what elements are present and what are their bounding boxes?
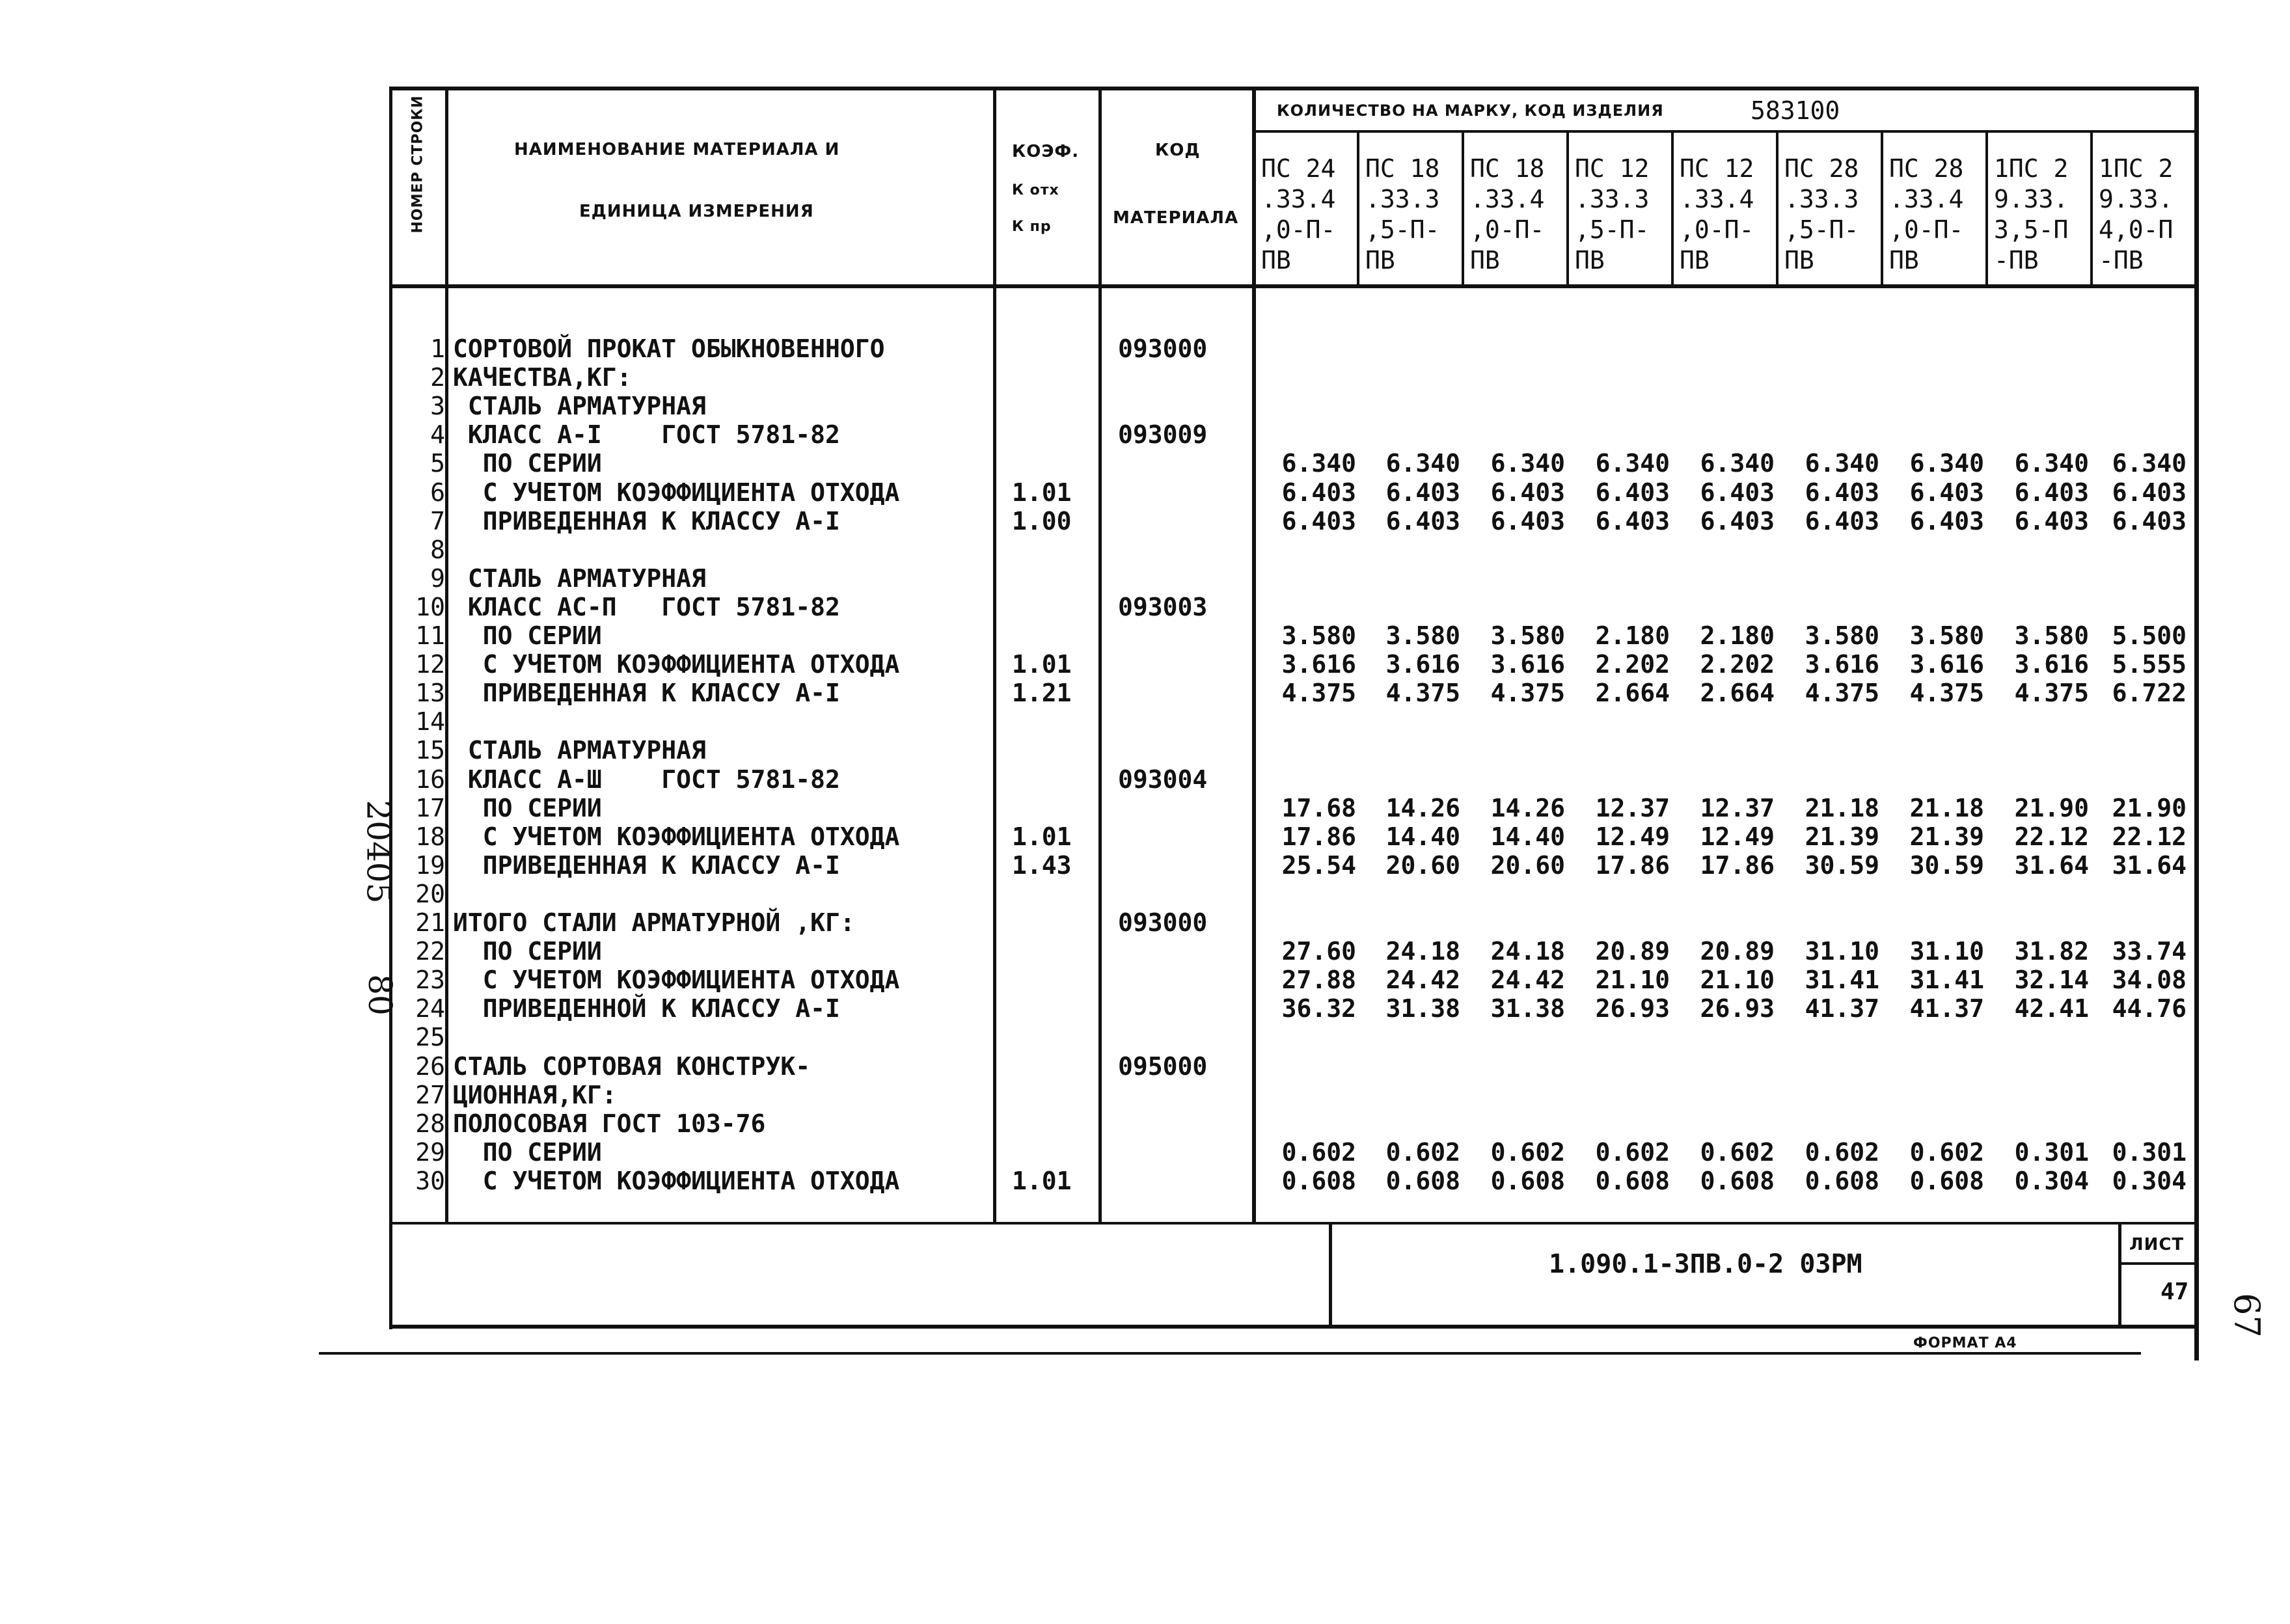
quantity-value: 21.18 (1805, 794, 1879, 822)
quantity-value: 5.555 (2112, 650, 2187, 679)
quantity-value: 6.403 (1385, 478, 1460, 507)
material-name: СТАЛЬ АРМАТУРНАЯ (453, 564, 706, 593)
quantity-value: 0.602 (1595, 1138, 1670, 1167)
quantity-value: 0.602 (1385, 1138, 1460, 1167)
quantity-value: 5.500 (2112, 621, 2187, 650)
material-name: ПО СЕРИИ (453, 621, 602, 650)
row-number: 7 (430, 507, 445, 535)
material-code: 093009 (1118, 420, 1208, 449)
quantity-value: 6.403 (1490, 478, 1565, 507)
quantity-value: 3.616 (1490, 650, 1565, 679)
left-stamp: 20405 (359, 800, 398, 904)
quantity-value: 21.18 (1909, 794, 1984, 822)
mark-header-line: ,0-П- (1261, 215, 1336, 244)
quantity-value: 6.403 (2014, 507, 2089, 535)
row-number: 8 (430, 535, 445, 564)
mark-header-line: 1ПС 2 (2099, 154, 2174, 183)
quantity-value: 14.26 (1490, 794, 1565, 822)
mark-sep (1462, 130, 1464, 286)
quantity-value: 31.38 (1490, 994, 1565, 1023)
quantity-value: 24.18 (1490, 937, 1565, 966)
frame-top (389, 87, 2198, 90)
material-name: ПРИВЕДЕННАЯ К КЛАССУ А-I (453, 679, 840, 707)
body-bottom-line (389, 1222, 2198, 1225)
row-number: 28 (415, 1109, 445, 1138)
quantity-value: 6.403 (1595, 478, 1670, 507)
mark-column-header (1365, 154, 1439, 276)
quantity-header: КОЛИЧЕСТВО НА МАРКУ, КОД ИЗДЕЛИЯ (1277, 102, 1664, 120)
quantity-value: 41.37 (1909, 994, 1984, 1023)
mark-sep (1985, 130, 1988, 286)
material-name: С УЧЕТОМ КОЭФФИЦИЕНТА ОТХОДА (453, 966, 900, 994)
quantity-value: 31.10 (1805, 937, 1879, 966)
quantity-value: 6.340 (2112, 449, 2187, 478)
quantity-value: 36.32 (1281, 994, 1356, 1023)
mark-header-line: ,5-П- (1575, 215, 1650, 244)
coefficient: 1.01 (1012, 822, 1072, 851)
quantity-value: 30.59 (1909, 851, 1984, 880)
quantity-value: 42.41 (2014, 994, 2089, 1023)
quantity-value: 3.580 (1385, 621, 1460, 650)
quantity-value: 20.60 (1385, 851, 1460, 880)
quantity-value: 32.14 (2014, 966, 2089, 994)
material-name: КЛАСС А-I ГОСТ 5781-82 (453, 420, 840, 449)
row-number: 25 (415, 1023, 445, 1051)
quantity-value: 20.89 (1700, 937, 1775, 966)
quantity-value: 6.403 (2112, 478, 2187, 507)
format-label: ФОРМАТ А4 (1913, 1335, 2017, 1351)
quantity-value: 12.49 (1595, 822, 1670, 851)
quantity-value: 6.340 (1700, 449, 1775, 478)
row-number: 9 (430, 564, 445, 593)
frame-left (389, 87, 392, 1329)
product-code: 583100 (1751, 96, 1840, 125)
mark-column-header (1575, 154, 1649, 276)
quantity-value: 24.42 (1385, 966, 1460, 994)
row-number: 26 (415, 1052, 445, 1081)
mark-column-header (1470, 154, 1544, 276)
quantity-value: 0.608 (1700, 1167, 1775, 1195)
quantity-value: 21.10 (1595, 966, 1670, 994)
row-number: 30 (415, 1167, 445, 1195)
mark-header-line: 9.33. (2099, 185, 2174, 213)
quantity-value: 31.41 (1909, 966, 1984, 994)
quantity-value: 4.375 (1385, 679, 1460, 707)
quantity-value: 6.403 (1595, 507, 1670, 535)
material-name: СТАЛЬ СОРТОВАЯ КОНСТРУК- (453, 1052, 811, 1081)
quantity-value: 6.340 (1281, 449, 1356, 478)
quantity-value: 6.403 (1805, 478, 1879, 507)
coef-header-line3: К пр (1012, 219, 1052, 235)
quantity-value: 3.616 (1281, 650, 1356, 679)
mark-sep (1357, 130, 1359, 286)
material-name: СОРТОВОЙ ПРОКАТ ОБЫКНОВЕННОГО (453, 334, 885, 363)
quantity-value: 31.82 (2014, 937, 2089, 966)
material-code: 095000 (1118, 1052, 1208, 1081)
quantity-value: 14.40 (1490, 822, 1565, 851)
mark-header-line: ,0-П- (1889, 215, 1964, 244)
quantity-value: 21.90 (2112, 794, 2187, 822)
sheet-number: 47 (2161, 1279, 2189, 1305)
quantity-value: 41.37 (1805, 994, 1879, 1023)
mark-sep (1776, 130, 1779, 286)
name-header-line2: ЕДИНИЦА ИЗМЕРЕНИЯ (579, 202, 814, 221)
row-number: 24 (415, 994, 445, 1023)
mark-header-line: -ПВ (2099, 246, 2144, 275)
material-name: СТАЛЬ АРМАТУРНАЯ (453, 736, 706, 765)
quantity-value: 6.403 (1490, 507, 1565, 535)
material-code: 093000 (1118, 334, 1208, 363)
quantity-value: 21.39 (1805, 822, 1879, 851)
coefficient: 1.01 (1012, 478, 1072, 507)
row-number: 21 (415, 908, 445, 937)
code-header-line1: КОД (1155, 141, 1201, 160)
quantity-value: 33.74 (2112, 937, 2187, 966)
quantity-value: 31.10 (1909, 937, 1984, 966)
mark-sep (1566, 130, 1569, 286)
quantity-value: 44.76 (2112, 994, 2187, 1023)
material-name: КЛАСС АС-П ГОСТ 5781-82 (453, 593, 840, 621)
mark-header-line: ПВ (1784, 246, 1814, 275)
mark-header-line: ПС 28 (1889, 154, 1964, 183)
quantity-value: 21.10 (1700, 966, 1775, 994)
quantity-value: 3.616 (2014, 650, 2089, 679)
quantity-value: 27.60 (1281, 937, 1356, 966)
row-number: 18 (415, 822, 445, 851)
mark-header-line: ПС 12 (1575, 154, 1650, 183)
row-number-header: НОМЕР СТРОКИ (409, 95, 426, 234)
row-number: 20 (415, 880, 445, 908)
mark-sep (2090, 130, 2093, 286)
mark-column-header (1261, 154, 1335, 276)
row-number: 23 (415, 966, 445, 994)
quantity-value: 14.40 (1385, 822, 1460, 851)
quantity-value: 12.37 (1595, 794, 1670, 822)
quantity-value: 14.26 (1385, 794, 1460, 822)
material-name: ПО СЕРИИ (453, 937, 602, 966)
baseline-rule (319, 1352, 2141, 1355)
mark-header-line: .33.3 (1575, 185, 1650, 213)
quantity-value: 6.340 (1909, 449, 1984, 478)
quantity-value: 3.580 (1909, 621, 1984, 650)
quantity-value: 6.403 (1700, 478, 1775, 507)
quantity-value: 21.39 (1909, 822, 1984, 851)
row-number: 1 (430, 334, 445, 363)
quantity-value: 6.403 (1385, 507, 1460, 535)
quantity-value: 17.86 (1595, 851, 1670, 880)
quantity-value: 0.602 (1490, 1138, 1565, 1167)
mark-header-line: ПВ (1470, 246, 1500, 275)
mark-header-line: .33.4 (1889, 185, 1964, 213)
sheet-box-left (2118, 1223, 2121, 1326)
row-number: 29 (415, 1138, 445, 1167)
quantity-value: 3.580 (2014, 621, 2089, 650)
mark-header-line: ПВ (1365, 246, 1395, 275)
row-number: 4 (430, 420, 445, 449)
quantity-value: 24.18 (1385, 937, 1460, 966)
mark-header-line: ПС 18 (1365, 154, 1440, 183)
quantity-value: 6.403 (1909, 507, 1984, 535)
quantity-value: 3.616 (1805, 650, 1879, 679)
row-number: 2 (430, 363, 445, 392)
quantity-value: 3.580 (1281, 621, 1356, 650)
quantity-value: 0.602 (1909, 1138, 1984, 1167)
material-code: 093000 (1118, 908, 1208, 937)
coef-header-line1: КОЭФ. (1012, 142, 1080, 161)
quantity-value: 2.202 (1595, 650, 1670, 679)
quantity-value: 6.340 (1385, 449, 1460, 478)
quantity-value: 31.64 (2014, 851, 2089, 880)
quantity-value: 6.340 (1490, 449, 1565, 478)
quantity-value: 3.580 (1490, 621, 1565, 650)
coef-header-line2: К отх (1012, 182, 1059, 198)
quantity-value: 4.375 (1490, 679, 1565, 707)
row-number: 5 (430, 449, 445, 478)
quantity-value: 2.180 (1595, 621, 1670, 650)
quantity-value: 26.93 (1595, 994, 1670, 1023)
row-number: 17 (415, 794, 445, 822)
mark-header-line: .33.3 (1365, 185, 1440, 213)
quantity-value: 3.580 (1805, 621, 1879, 650)
quantity-value: 0.301 (2014, 1138, 2089, 1167)
quantity-value: 24.42 (1490, 966, 1565, 994)
mark-header-line: ПВ (1575, 246, 1605, 275)
row-number: 6 (430, 478, 445, 507)
material-name: ПРИВЕДЕННАЯ К КЛАССУ А-I (453, 507, 840, 535)
frame-right (2194, 87, 2199, 1360)
quantity-value: 6.340 (1595, 449, 1670, 478)
coefficient: 1.01 (1012, 1167, 1072, 1195)
quantity-value: 2.664 (1595, 679, 1670, 707)
material-name: С УЧЕТОМ КОЭФФИЦИЕНТА ОТХОДА (453, 1167, 900, 1195)
quantity-value: 0.608 (1385, 1167, 1460, 1195)
col-sep-rownum (445, 87, 448, 1223)
quantity-value: 30.59 (1805, 851, 1879, 880)
quantity-value: 21.90 (2014, 794, 2089, 822)
left-stamp-suffix: 80 (361, 974, 399, 1016)
quantity-value: 17.86 (1700, 851, 1775, 880)
material-name: ПОЛОСОВАЯ ГОСТ 103-76 (453, 1109, 766, 1138)
mark-sep (1671, 130, 1674, 286)
quantity-value: 3.616 (1385, 650, 1460, 679)
row-number: 10 (415, 593, 445, 621)
quantity-value: 6.340 (1805, 449, 1879, 478)
quantity-value: 4.375 (1805, 679, 1879, 707)
quantity-value: 6.403 (1281, 478, 1356, 507)
quantity-value: 4.375 (1281, 679, 1356, 707)
mark-header-line: ПС 18 (1470, 154, 1545, 183)
right-mark: 67 (2226, 1293, 2267, 1338)
quantity-value: 0.602 (1700, 1138, 1775, 1167)
row-number: 3 (430, 392, 445, 420)
material-code: 093004 (1118, 765, 1208, 794)
quantity-value: 0.304 (2112, 1167, 2187, 1195)
quantity-value: 6.722 (2112, 679, 2187, 707)
material-name: КЛАСС А-Ш ГОСТ 5781-82 (453, 765, 840, 794)
material-name: ИТОГО СТАЛИ АРМАТУРНОЙ ,КГ: (453, 908, 855, 937)
quantity-value: 31.41 (1805, 966, 1879, 994)
quantity-value: 0.608 (1595, 1167, 1670, 1195)
material-code: 093003 (1118, 593, 1208, 621)
quantity-value: 4.375 (2014, 679, 2089, 707)
material-name: С УЧЕТОМ КОЭФФИЦИЕНТА ОТХОДА (453, 478, 900, 507)
quantity-value: 2.180 (1700, 621, 1775, 650)
mark-sep (1881, 130, 1883, 286)
col-sep-coef (1098, 87, 1102, 1223)
quantity-value: 31.64 (2112, 851, 2187, 880)
mark-header-line: ПС 24 (1261, 154, 1336, 183)
quantity-value: 26.93 (1700, 994, 1775, 1023)
mark-header-line: ПС 28 (1784, 154, 1859, 183)
quantity-value: 22.12 (2112, 822, 2187, 851)
quantity-value: 6.403 (1805, 507, 1879, 535)
quantity-value: 27.88 (1281, 966, 1356, 994)
quantity-value: 25.54 (1281, 851, 1356, 880)
quantity-value: 0.608 (1805, 1167, 1879, 1195)
title-block-left (1329, 1223, 1332, 1326)
mark-header-line: ,5-П- (1784, 215, 1859, 244)
quantity-value: 2.202 (1700, 650, 1775, 679)
material-name: С УЧЕТОМ КОЭФФИЦИЕНТА ОТХОДА (453, 650, 900, 679)
mark-header-line: 4,0-П (2099, 215, 2174, 244)
mark-header-line: ПС 12 (1680, 154, 1754, 183)
quantity-value: 0.301 (2112, 1138, 2187, 1167)
quantity-value: 6.340 (2014, 449, 2089, 478)
coefficient: 1.01 (1012, 650, 1072, 679)
quantity-value: 6.403 (1700, 507, 1775, 535)
row-number: 16 (415, 765, 445, 794)
quantity-value: 6.403 (1909, 478, 1984, 507)
quantity-value: 6.403 (2112, 507, 2187, 535)
quantity-value: 31.38 (1385, 994, 1460, 1023)
quantity-value: 0.608 (1490, 1167, 1565, 1195)
material-name: СТАЛЬ АРМАТУРНАЯ (453, 392, 706, 420)
quantity-value: 0.602 (1281, 1138, 1356, 1167)
quantity-value: 17.68 (1281, 794, 1356, 822)
material-name: ПРИВЕДЕННАЯ К КЛАССУ А-I (453, 851, 840, 880)
mark-column-header (1680, 154, 1754, 276)
row-number: 11 (415, 621, 445, 650)
quantity-value: 20.89 (1595, 937, 1670, 966)
quantity-value: 6.403 (1281, 507, 1356, 535)
mark-column-header (1889, 154, 1963, 276)
header-bottom-line (389, 284, 2198, 288)
material-name: ПО СЕРИИ (453, 794, 602, 822)
material-name: ЦИОННАЯ,КГ: (453, 1081, 617, 1109)
quantity-value: 12.49 (1700, 822, 1775, 851)
mark-header-line: ПВ (1261, 246, 1291, 275)
mark-header-line: ,0-П- (1680, 215, 1754, 244)
mark-header-line: -ПВ (1994, 246, 2039, 275)
mark-column-header (2099, 154, 2173, 276)
frame-bottom (389, 1325, 2198, 1329)
quantity-value: 34.08 (2112, 966, 2187, 994)
document-code: 1.090.1-3ПВ.0-2 03РМ (1549, 1249, 1862, 1279)
quantity-value: 22.12 (2014, 822, 2089, 851)
material-name: ПО СЕРИИ (453, 449, 602, 478)
material-name: ПО СЕРИИ (453, 1138, 602, 1167)
quantity-value: 0.602 (1805, 1138, 1879, 1167)
quantity-value: 6.403 (2014, 478, 2089, 507)
row-number: 13 (415, 679, 445, 707)
material-name: КАЧЕСТВА,КГ: (453, 363, 632, 392)
coefficient: 1.43 (1012, 851, 1072, 880)
row-number: 27 (415, 1081, 445, 1109)
qty-header-line (1252, 130, 2198, 133)
row-number: 19 (415, 851, 445, 880)
mark-header-line: .33.4 (1470, 185, 1545, 213)
row-number: 22 (415, 937, 445, 966)
mark-header-line: .33.4 (1680, 185, 1754, 213)
mark-header-line: ПВ (1889, 246, 1919, 275)
row-number: 14 (415, 707, 445, 736)
mark-header-line: 9.33. (1994, 185, 2069, 213)
quantity-value: 12.37 (1700, 794, 1775, 822)
mark-column-header (1994, 154, 2068, 276)
coefficient: 1.21 (1012, 679, 1072, 707)
sheet-box-mid (2118, 1262, 2196, 1265)
coefficient: 1.00 (1012, 507, 1072, 535)
quantity-value: 17.86 (1281, 822, 1356, 851)
quantity-value: 0.608 (1909, 1167, 1984, 1195)
quantity-value: 0.608 (1281, 1167, 1356, 1195)
row-number: 15 (415, 736, 445, 765)
quantity-value: 20.60 (1490, 851, 1565, 880)
quantity-value: 4.375 (1909, 679, 1984, 707)
quantity-value: 0.304 (2014, 1167, 2089, 1195)
material-name: С УЧЕТОМ КОЭФФИЦИЕНТА ОТХОДА (453, 822, 900, 851)
quantity-value: 2.664 (1700, 679, 1775, 707)
sheet-label: ЛИСТ (2129, 1235, 2185, 1254)
mark-header-line: ,5-П- (1365, 215, 1440, 244)
col-sep-name (993, 87, 996, 1223)
mark-header-line: .33.4 (1261, 185, 1336, 213)
mark-header-line: ПВ (1680, 246, 1710, 275)
row-number: 12 (415, 650, 445, 679)
mark-column-header (1784, 154, 1859, 276)
code-header-line2: МАТЕРИАЛА (1113, 208, 1239, 228)
mark-header-line: ,0-П- (1470, 215, 1545, 244)
mark-header-line: .33.3 (1784, 185, 1859, 213)
mark-header-line: 1ПС 2 (1994, 154, 2069, 183)
name-header-line1: НАИМЕНОВАНИЕ МАТЕРИАЛА И (514, 140, 840, 159)
quantity-value: 3.616 (1909, 650, 1984, 679)
material-name: ПРИВЕДЕННОЙ К КЛАССУ А-I (453, 994, 840, 1023)
mark-header-line: 3,5-П (1994, 215, 2069, 244)
